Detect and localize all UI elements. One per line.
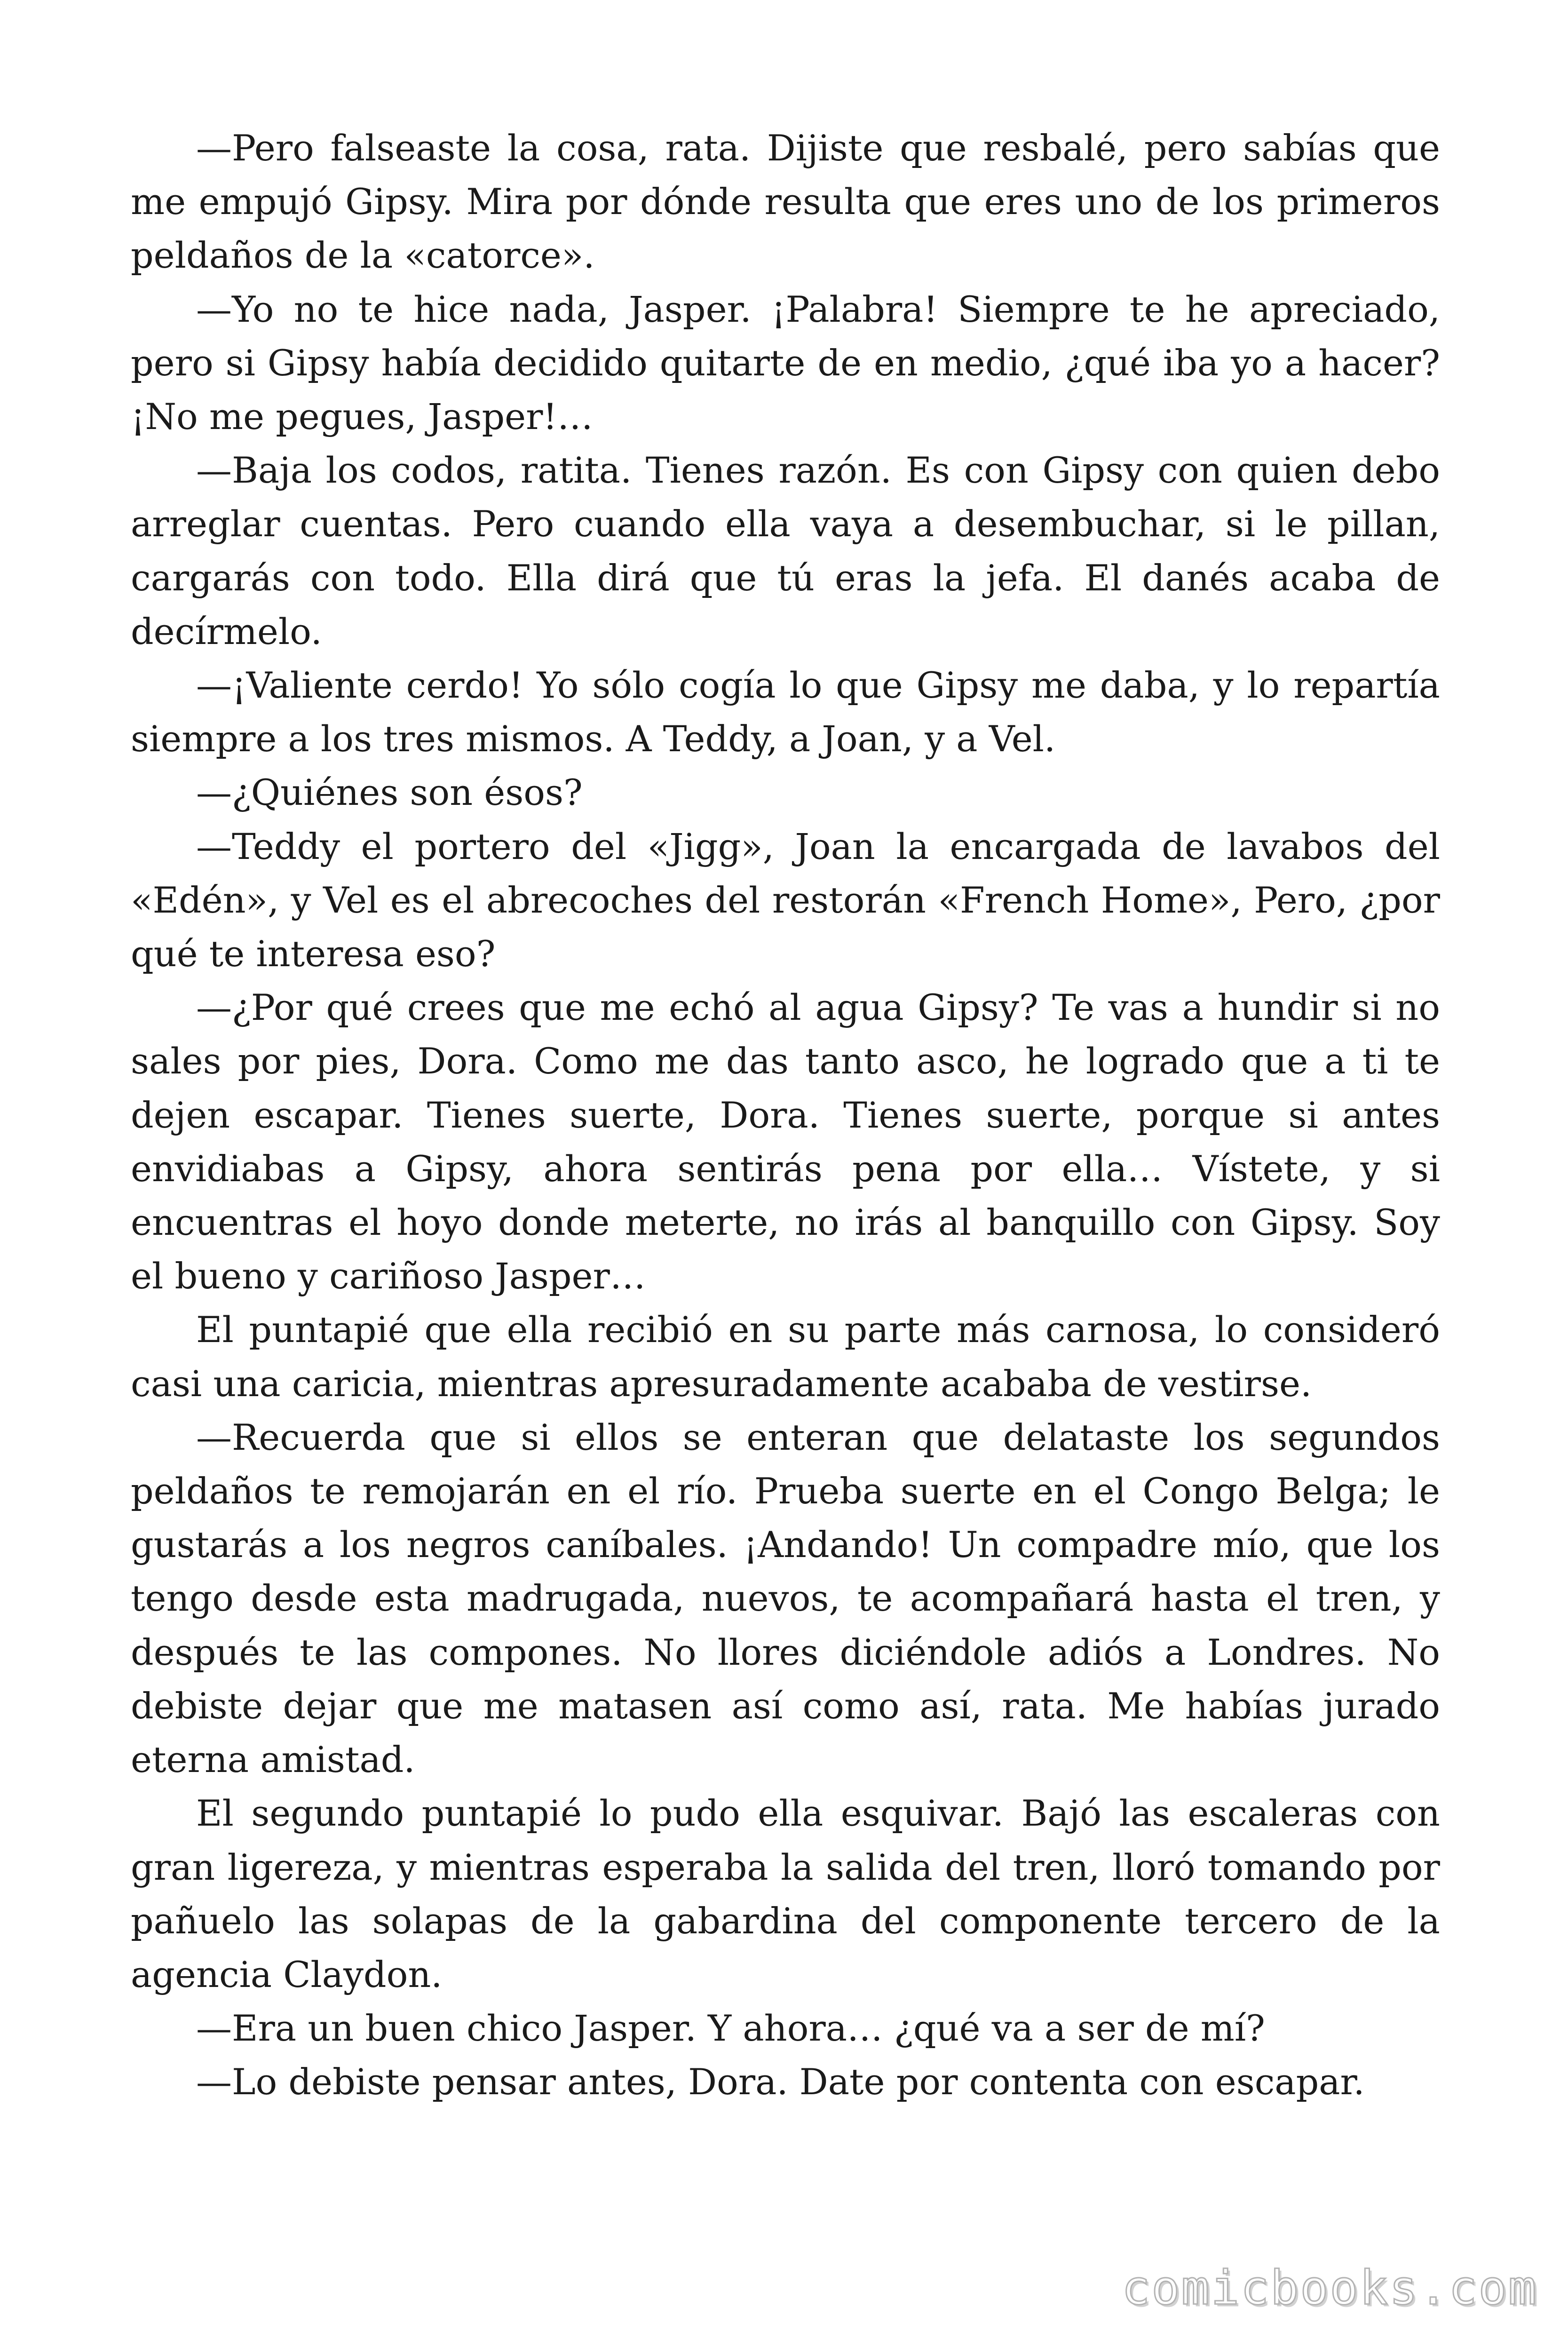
paragraph: —Teddy el portero del «Jigg», Joan la encargada de lavabos del «Edén», y Vel es el abrecoches del restorán «French Home», Pero, ¿por qué te interesa eso? bbox=[131, 825, 1440, 975]
paragraph: —¡Valiente cerdo! Yo sólo cogía lo que Gipsy me daba, y lo repartía siempre a los tres mismos. A Teddy, a Joan, y a Vel. bbox=[131, 664, 1440, 760]
paragraph: —¿Quiénes son ésos? bbox=[196, 771, 583, 814]
paragraph: —Pero falseaste la cosa, rata. Dijiste que resbalé, pero sabías que me empujó Gipsy. Mira por dónde resulta que eres uno de los primeros peldaños de la «catorce». bbox=[131, 127, 1440, 277]
paragraph: —Yo no te hice nada, Jasper. ¡Palabra! Siempre te he apreciado, pero si Gipsy había decidido quitarte de en medio, ¿qué iba yo a hacer? ¡No me pegues, Jasper!… bbox=[131, 288, 1440, 438]
paragraph: —¿Por qué crees que me echó al agua Gipsy? Te vas a hundir si no sales por pies, Dora. Como me das tanto asco, he logrado que a ti te dejen escapar. Tienes suerte, Dora. Tienes suerte, porque si antes envidiabas a Gipsy, ahora sentirás pena por ella… Vístete, y si encuentras el hoyo donde meterte, no irás al banquillo con Gipsy. Soy el bueno y cariñoso Jasper… bbox=[131, 986, 1440, 1297]
watermark: comicbooks.com bbox=[1122, 2260, 1538, 2315]
paragraph: El segundo puntapié lo pudo ella esquivar. Bajó las escaleras con gran ligereza, y mientras esperaba la salida del tren, lloró tomando por pañuelo las solapas de la gabardina del componente tercero de la agencia Claydon. bbox=[131, 1792, 1440, 1995]
paragraph: —Era un buen chico Jasper. Y ahora… ¿qué va a ser de mí? bbox=[196, 2007, 1265, 2050]
paragraph: El puntapié que ella recibió en su parte más carnosa, lo consideró casi una caricia, mientras apresuradamente acababa de vestirse. bbox=[131, 1309, 1440, 1405]
page-text bbox=[131, 121, 1440, 2109]
paragraph: —Baja los codos, ratita. Tienes razón. Es con Gipsy con quien debo arreglar cuentas. Pero cuando ella vaya a desembuchar, si le pillan, cargarás con todo. Ella dirá que tú eras la jefa. El danés acaba de decírmelo. bbox=[131, 449, 1440, 652]
paragraph: —Lo debiste pensar antes, Dora. Date por contenta con escapar. bbox=[196, 2061, 1365, 2103]
paragraph: —Recuerda que si ellos se enteran que delataste los segundos peldaños te remojarán en el río. Prueba suerte en el Congo Belga; le gustarás a los negros caníbales. ¡Andando! Un compadre mío, que los tengo desde esta madrugada, nuevos, te acompañará hasta el tren, y después te las compones. No llores diciéndole adiós a Londres. No debiste dejar que me matasen así como así, rata. Me habías jurado eterna amistad. bbox=[131, 1416, 1440, 1781]
